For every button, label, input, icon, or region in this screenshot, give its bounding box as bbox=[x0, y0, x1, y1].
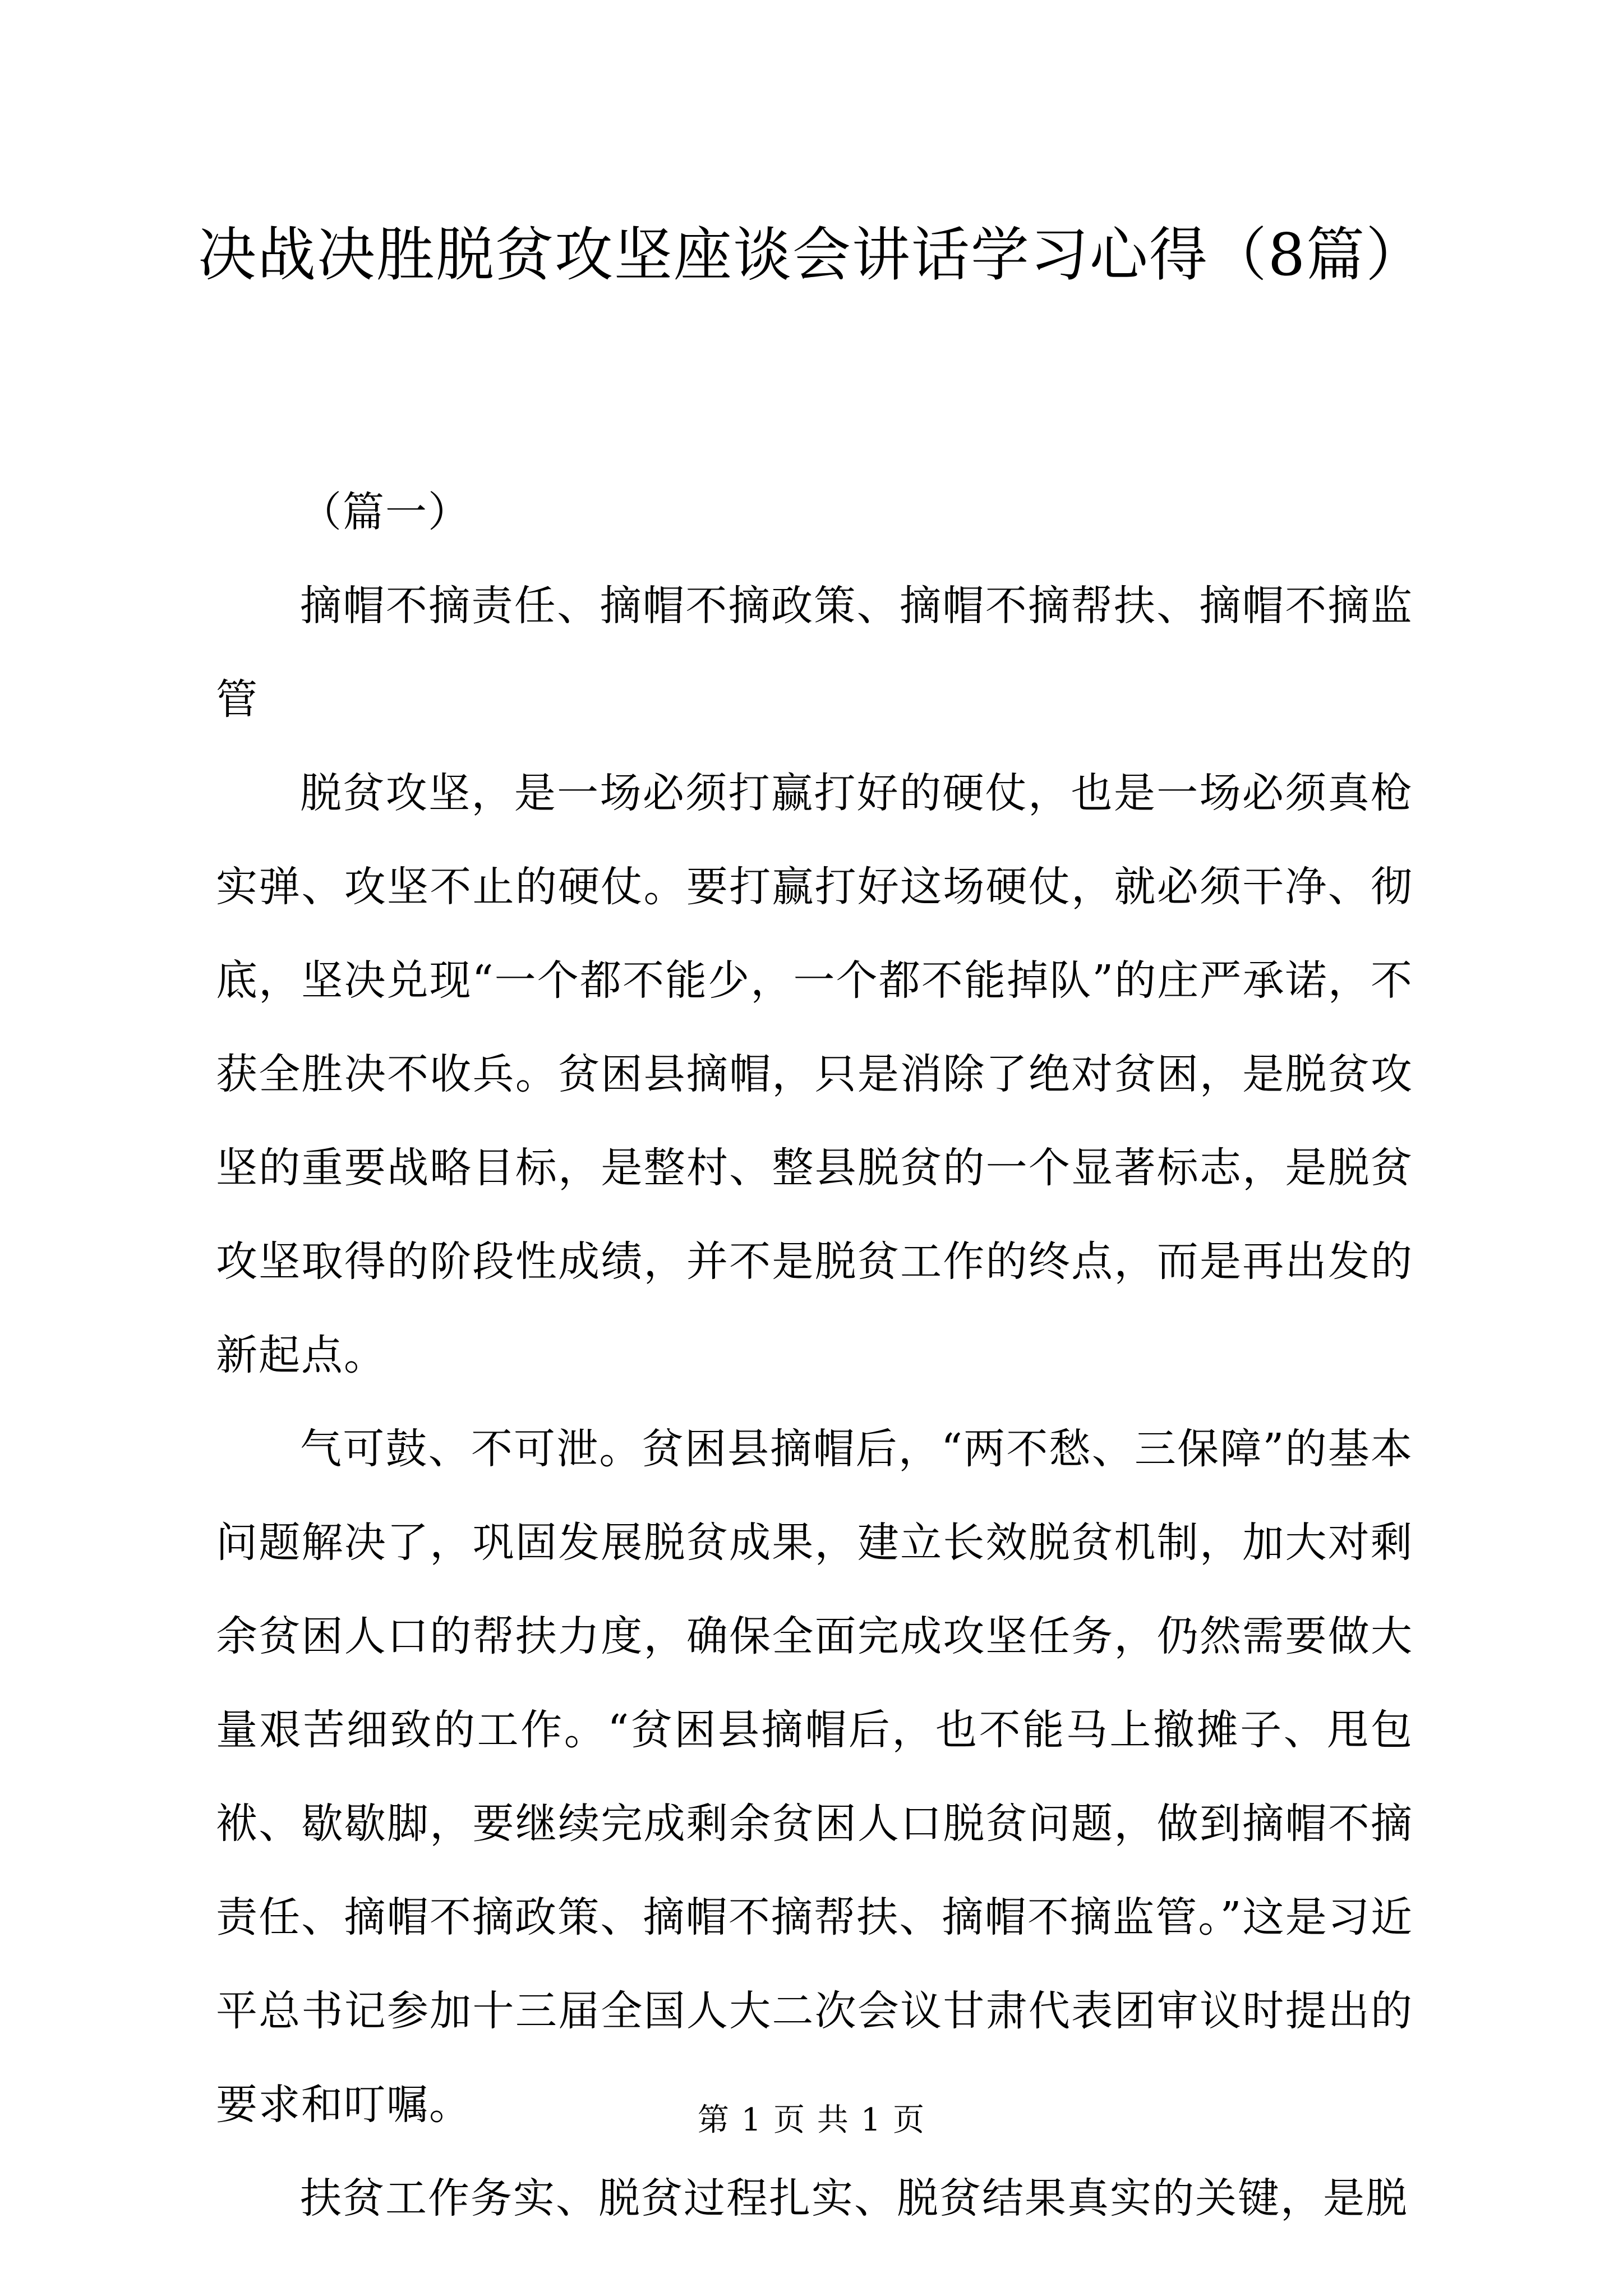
document-title: 决战决胜脱贫攻坚座谈会讲话学习心得（8篇） bbox=[197, 220, 1426, 289]
body-paragraph-3: 扶贫工作务实、脱贫过程扎实、脱贫结果真实的关键，是脱 bbox=[300, 2174, 1408, 2223]
page-footer: 第 1 页 共 1 页 bbox=[697, 2102, 926, 2138]
section-subheading: 摘帽不摘责任、摘帽不摘政策、摘帽不摘帮扶、摘帽不摘监管 bbox=[216, 582, 1413, 724]
document-body bbox=[216, 466, 1413, 2246]
body-paragraph-1: 脱贫攻坚，是一场必须打赢打好的硬仗，也是一场必须真枪实弹、攻坚不止的硬仗。要打赢打好这场硬仗，就必须干净、彻底，坚决兑现“一个都不能少，一个都不能掉队”的庄严承诺，不获全胜决不收兵。贫困县摘帽，只是消除了绝对贫困，是脱贫攻坚的重要战略目标，是整村、整县脱贫的一个显著标志，是脱贫攻坚取得的阶段性成绩，并不是脱贫工作的终点，而是再出发的新起点。 bbox=[216, 769, 1413, 1379]
body-paragraph-2: 气可鼓、不可泄。贫困县摘帽后，“两不愁、三保障”的基本问题解决了，巩固发展脱贫成果，建立长效脱贫机制，加大对剩余贫困人口的帮扶力度，确保全面完成攻坚任务，仍然需要做大量艰苦细致的工作。“贫困县摘帽后，也不能马上撤摊子、甩包袱、歇歇脚，要继续完成剩余贫困人口脱贫问题，做到摘帽不摘责任、摘帽不摘政策、摘帽不摘帮扶、摘帽不摘监管。”这是习近平总书记参加十三届全国人大二次会议甘肃代表团审议时提出的要求和叮嘱。 bbox=[216, 1425, 1413, 2129]
section-heading: （篇一） bbox=[300, 488, 471, 536]
